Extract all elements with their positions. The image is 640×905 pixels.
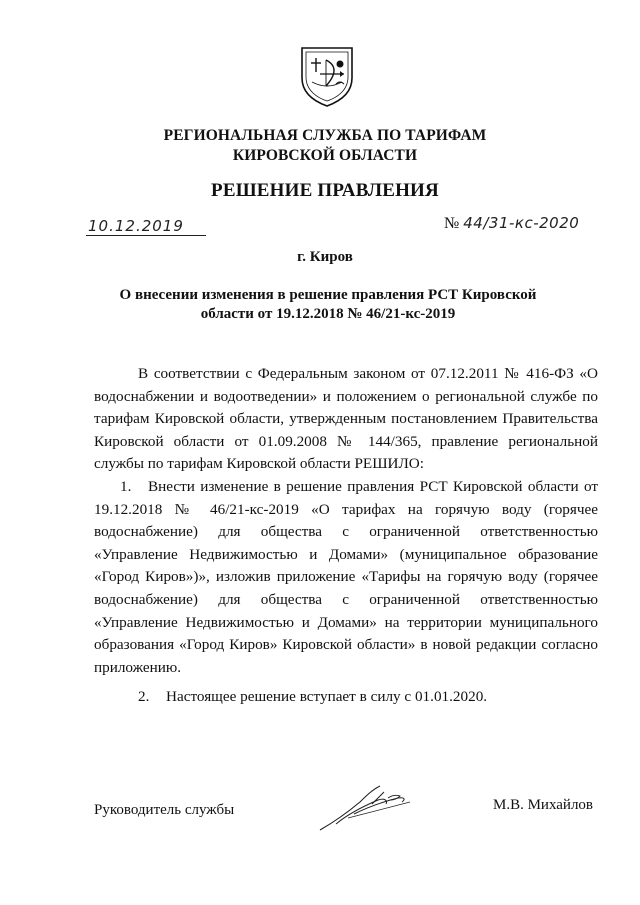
item-1-number: 1. [120,477,132,495]
item-2-text: Настоящее решение вступает в силу с 01.01.2020. [166,688,488,706]
subject-line1: О внесении изменения в решение правления РСТ Кировской [119,287,537,303]
coat-of-arms-icon [296,44,358,108]
item-2-number: 2. [138,688,150,706]
document-date: 10.12.2019 [88,217,184,235]
number-sign: № [444,215,460,232]
handwritten-signature [314,778,424,838]
document-number [444,214,579,233]
organization-name-line2: КИРОВСКОЙ ОБЛАСТИ [232,147,418,164]
decision-item-2 [94,686,598,709]
signatory-position: Руководитель службы [94,802,235,818]
number-value: 44/31-кс-2020 [463,214,580,232]
city-name: г. Киров [297,249,353,265]
item-1-text: Внести изменение в решение правления РСТ Кировской области от 19.12.2018 № 46/21-кс-2019 «О тарифах на горячую воду (горячее водоснабжение) для общества с ограниченной ответственностью «Управление Недвижимостью и Домами» (муниципальное образование «Город Киров»)», изложив приложение «Тарифы на горячую воду (горячее водоснабжение) для общества с ограниченной ответственностью «Управление Недвижимостью и Домами» на территории муниципального образования «Город Киров» Кировской области» в новой редакции согласно приложению. [94,477,598,676]
preamble-paragraph: В соответствии с Федеральным законом от 07.12.2011 № 416-ФЗ «О водоснабжении и водоотведении» и положением о региональной службе по тарифам Кировской области, утвержденным постановлением Правительства Кировской области от 01.09.2008 № 144/365, правление региональной службы по тарифам Кировской области РЕШИЛО: [94,365,598,473]
document-title: РЕШЕНИЕ ПРАВЛЕНИЯ [211,180,439,201]
organization-name-line1: РЕГИОНАЛЬНАЯ СЛУЖБА ПО ТАРИФАМ [163,127,487,144]
date-underline [86,235,206,236]
signatory-name: М.В. Михайлов [493,797,594,813]
decision-item-1 [94,476,598,679]
document-body [94,363,598,709]
subject-line2: области от 19.12.2018 № 46/21-кс-2019 [200,306,456,322]
